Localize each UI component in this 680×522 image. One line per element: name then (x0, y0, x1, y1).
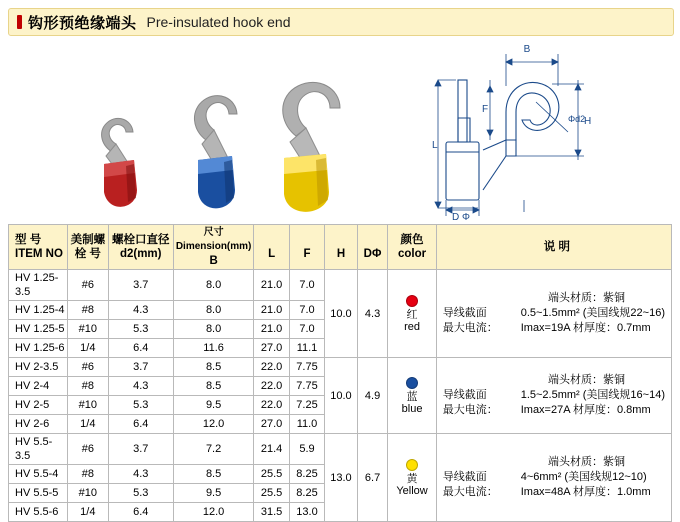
cell-l: 21.0 (254, 270, 289, 301)
cell-f: 7.0 (289, 301, 324, 320)
color-dot-icon (406, 377, 418, 389)
cell-l: 21.0 (254, 301, 289, 320)
dim-label-dphi: D Φ (452, 212, 470, 220)
cell-dphi: 6.7 (357, 434, 388, 522)
color-name-cn: 黄 (406, 473, 418, 485)
dim-label-h: H (584, 116, 592, 127)
product-photo (38, 40, 368, 220)
dim-label-b: B (523, 44, 531, 55)
cell-l: 31.5 (254, 503, 289, 522)
cell-l: 22.0 (254, 358, 289, 377)
description-line (443, 403, 665, 418)
cell-l: 21.0 (254, 320, 289, 339)
cell-d2: 3.7 (108, 434, 173, 465)
th-d2 (108, 225, 173, 270)
th-item-en: ITEM NO (15, 248, 63, 260)
cell-dphi: 4.3 (357, 270, 388, 358)
terminals-illustration (38, 40, 368, 220)
cell-item-no: HV 5.5-3.5 (9, 434, 68, 465)
dim-label-d2: Φd2 (568, 114, 586, 124)
cell-f: 7.75 (289, 377, 324, 396)
cell-b: 7.2 (173, 434, 254, 465)
cell-b: 8.0 (173, 270, 254, 301)
cell-b: 8.5 (173, 377, 254, 396)
th-dimension: 尺寸 Dimension(mm) (175, 227, 252, 252)
cell-screw-no: #6 (68, 270, 109, 301)
th-color-en: color (397, 248, 427, 260)
th-b (173, 225, 254, 270)
cell-f: 7.0 (289, 270, 324, 301)
cell-b: 8.0 (173, 320, 254, 339)
cell-l: 27.0 (254, 339, 289, 358)
cell-l: 27.0 (254, 415, 289, 434)
th-h-label: H (336, 248, 346, 260)
description-value: Imax=19A 材厚度：0.7mm (520, 322, 651, 334)
cell-d2: 6.4 (108, 503, 173, 522)
description-line (443, 306, 665, 321)
description-line (443, 321, 665, 336)
th-desc (436, 225, 671, 270)
th-dphi-label: DΦ (363, 248, 382, 260)
cell-d2: 3.7 (108, 358, 173, 377)
cell-b: 12.0 (173, 503, 254, 522)
cell-description (436, 434, 671, 522)
spec-table (8, 224, 672, 522)
description-value: 0.5~1.5mm² (美国线规22~16) (520, 307, 665, 319)
description-label: 导线截面 (442, 389, 487, 401)
cell-item-no: HV 1.25-5 (9, 320, 68, 339)
page-title-en: Pre-insulated hook end (146, 14, 291, 30)
cell-l: 21.4 (254, 434, 289, 465)
cell-screw-no: #10 (68, 484, 109, 503)
description-value: Imax=27A 材厚度：0.8mm (520, 404, 651, 416)
description-label: 最大电流： (442, 486, 498, 498)
cell-l: 22.0 (254, 396, 289, 415)
dim-label-l: L (432, 140, 438, 151)
cell-item-no: HV 1.25-4 (9, 301, 68, 320)
cell-screw-no: #10 (68, 396, 109, 415)
cell-screw-no: #10 (68, 320, 109, 339)
description-label: 最大电流： (442, 404, 498, 416)
th-dphi (357, 225, 388, 270)
cell-item-no: HV 2-3.5 (9, 358, 68, 377)
cell-f: 7.75 (289, 358, 324, 377)
title-bullet-icon (17, 15, 22, 29)
th-d2-en: d2(mm) (119, 248, 162, 260)
cell-d2: 4.3 (108, 301, 173, 320)
description-line (443, 388, 665, 403)
color-name-en: red (404, 321, 420, 333)
cell-f: 7.25 (289, 396, 324, 415)
color-name-cn: 蓝 (406, 391, 418, 403)
cell-b: 8.0 (173, 301, 254, 320)
description-value: 紫铜 (603, 456, 625, 468)
spec-table-head (9, 225, 672, 270)
cell-screw-no: 1/4 (68, 415, 109, 434)
cell-b: 9.5 (173, 396, 254, 415)
cell-d2: 6.4 (108, 339, 173, 358)
cell-color (388, 358, 436, 434)
cell-screw-no: #6 (68, 358, 109, 377)
cell-b: 12.0 (173, 415, 254, 434)
cell-item-no: HV 2-4 (9, 377, 68, 396)
cell-screw-no: 1/4 (68, 339, 109, 358)
cell-description (436, 358, 671, 434)
dimension-drawing (428, 40, 678, 220)
cell-b: 8.5 (173, 358, 254, 377)
table-row (9, 358, 672, 377)
cell-h: 10.0 (325, 358, 358, 434)
cell-l: 22.0 (254, 377, 289, 396)
technical-drawing (428, 40, 678, 220)
cell-item-no: HV 1.25-6 (9, 339, 68, 358)
description-value: 紫铜 (603, 292, 625, 304)
color-dot-icon (406, 459, 418, 471)
th-screw (68, 225, 109, 270)
cell-l: 25.5 (254, 465, 289, 484)
cell-color (388, 270, 436, 358)
description-line (443, 373, 665, 388)
th-screw-cn: 美制螺 (70, 234, 106, 246)
cell-f: 5.9 (289, 434, 324, 465)
blue-hook-terminal (194, 96, 237, 209)
cell-h: 10.0 (325, 270, 358, 358)
cell-screw-no: 1/4 (68, 503, 109, 522)
cell-f: 11.1 (289, 339, 324, 358)
th-l-label: L (268, 248, 276, 260)
th-color (388, 225, 436, 270)
th-f (289, 225, 324, 270)
page-title-bar (8, 8, 674, 36)
description-label: 导线截面 (442, 307, 487, 319)
cell-d2: 3.7 (108, 270, 173, 301)
table-row (9, 270, 672, 301)
cell-d2: 6.4 (108, 415, 173, 434)
description-value: 1.5~2.5mm² (美国线规16~14) (520, 389, 665, 401)
spec-table-body (9, 270, 672, 522)
cell-description (436, 270, 671, 358)
table-row (9, 434, 672, 465)
cell-f: 8.25 (289, 484, 324, 503)
dim-label-f: F (482, 104, 489, 115)
th-b-label: B (209, 255, 218, 267)
cell-b: 8.5 (173, 465, 254, 484)
cell-f: 13.0 (289, 503, 324, 522)
description-value: Imax=48A 材厚度：1.0mm (520, 486, 651, 498)
color-name-en: Yellow (396, 485, 428, 497)
cell-item-no: HV 2-6 (9, 415, 68, 434)
description-line (443, 485, 665, 500)
cell-screw-no: #8 (68, 301, 109, 320)
description-label: 端头材质： (548, 456, 603, 468)
description-line (443, 470, 665, 485)
description-line (443, 291, 665, 306)
th-desc-label: 说 明 (543, 241, 570, 253)
cell-d2: 4.3 (108, 465, 173, 484)
spec-table-header-row (9, 225, 672, 270)
cell-item-no: HV 5.5-6 (9, 503, 68, 522)
description-line (443, 455, 665, 470)
th-item-cn: 型 号 (15, 234, 42, 246)
description-value: 4~6mm² (美国线规12~10) (520, 471, 647, 483)
th-f-label: F (303, 248, 311, 260)
color-name-cn: 红 (406, 309, 418, 321)
cell-item-no: HV 5.5-4 (9, 465, 68, 484)
cell-b: 9.5 (173, 484, 254, 503)
description-label: 端头材质： (548, 374, 603, 386)
cell-d2: 5.3 (108, 396, 173, 415)
cell-d2: 5.3 (108, 484, 173, 503)
cell-dphi: 4.9 (357, 358, 388, 434)
cell-item-no: HV 1.25-3.5 (9, 270, 68, 301)
cell-screw-no: #8 (68, 377, 109, 396)
cell-f: 11.0 (289, 415, 324, 434)
cell-color (388, 434, 436, 522)
cell-f: 8.25 (289, 465, 324, 484)
cell-f: 7.0 (289, 320, 324, 339)
media-area (8, 40, 672, 220)
th-color-cn: 颜色 (400, 234, 424, 246)
cell-b: 11.6 (173, 339, 254, 358)
cell-d2: 5.3 (108, 320, 173, 339)
description-label: 最大电流： (442, 322, 498, 334)
cell-item-no: HV 2-5 (9, 396, 68, 415)
th-screw-cn2: 栓 号 (74, 248, 101, 260)
description-value: 紫铜 (603, 374, 625, 386)
th-l (254, 225, 289, 270)
cell-d2: 4.3 (108, 377, 173, 396)
cell-item-no: HV 5.5-5 (9, 484, 68, 503)
description-label: 端头材质： (548, 292, 603, 304)
cell-h: 13.0 (325, 434, 358, 522)
red-hook-terminal (102, 118, 137, 206)
description-label: 导线截面 (442, 471, 487, 483)
color-name-en: blue (401, 403, 423, 415)
page-title-cn: 钩形预绝缘端头 (28, 14, 137, 32)
yellow-hook-terminal (283, 82, 340, 211)
cell-screw-no: #6 (68, 434, 109, 465)
th-d2-cn: 螺栓口直径 (111, 234, 170, 246)
cell-l: 25.5 (254, 484, 289, 503)
th-h (325, 225, 358, 270)
th-item (9, 225, 68, 270)
cell-screw-no: #8 (68, 465, 109, 484)
color-dot-icon (406, 295, 418, 307)
